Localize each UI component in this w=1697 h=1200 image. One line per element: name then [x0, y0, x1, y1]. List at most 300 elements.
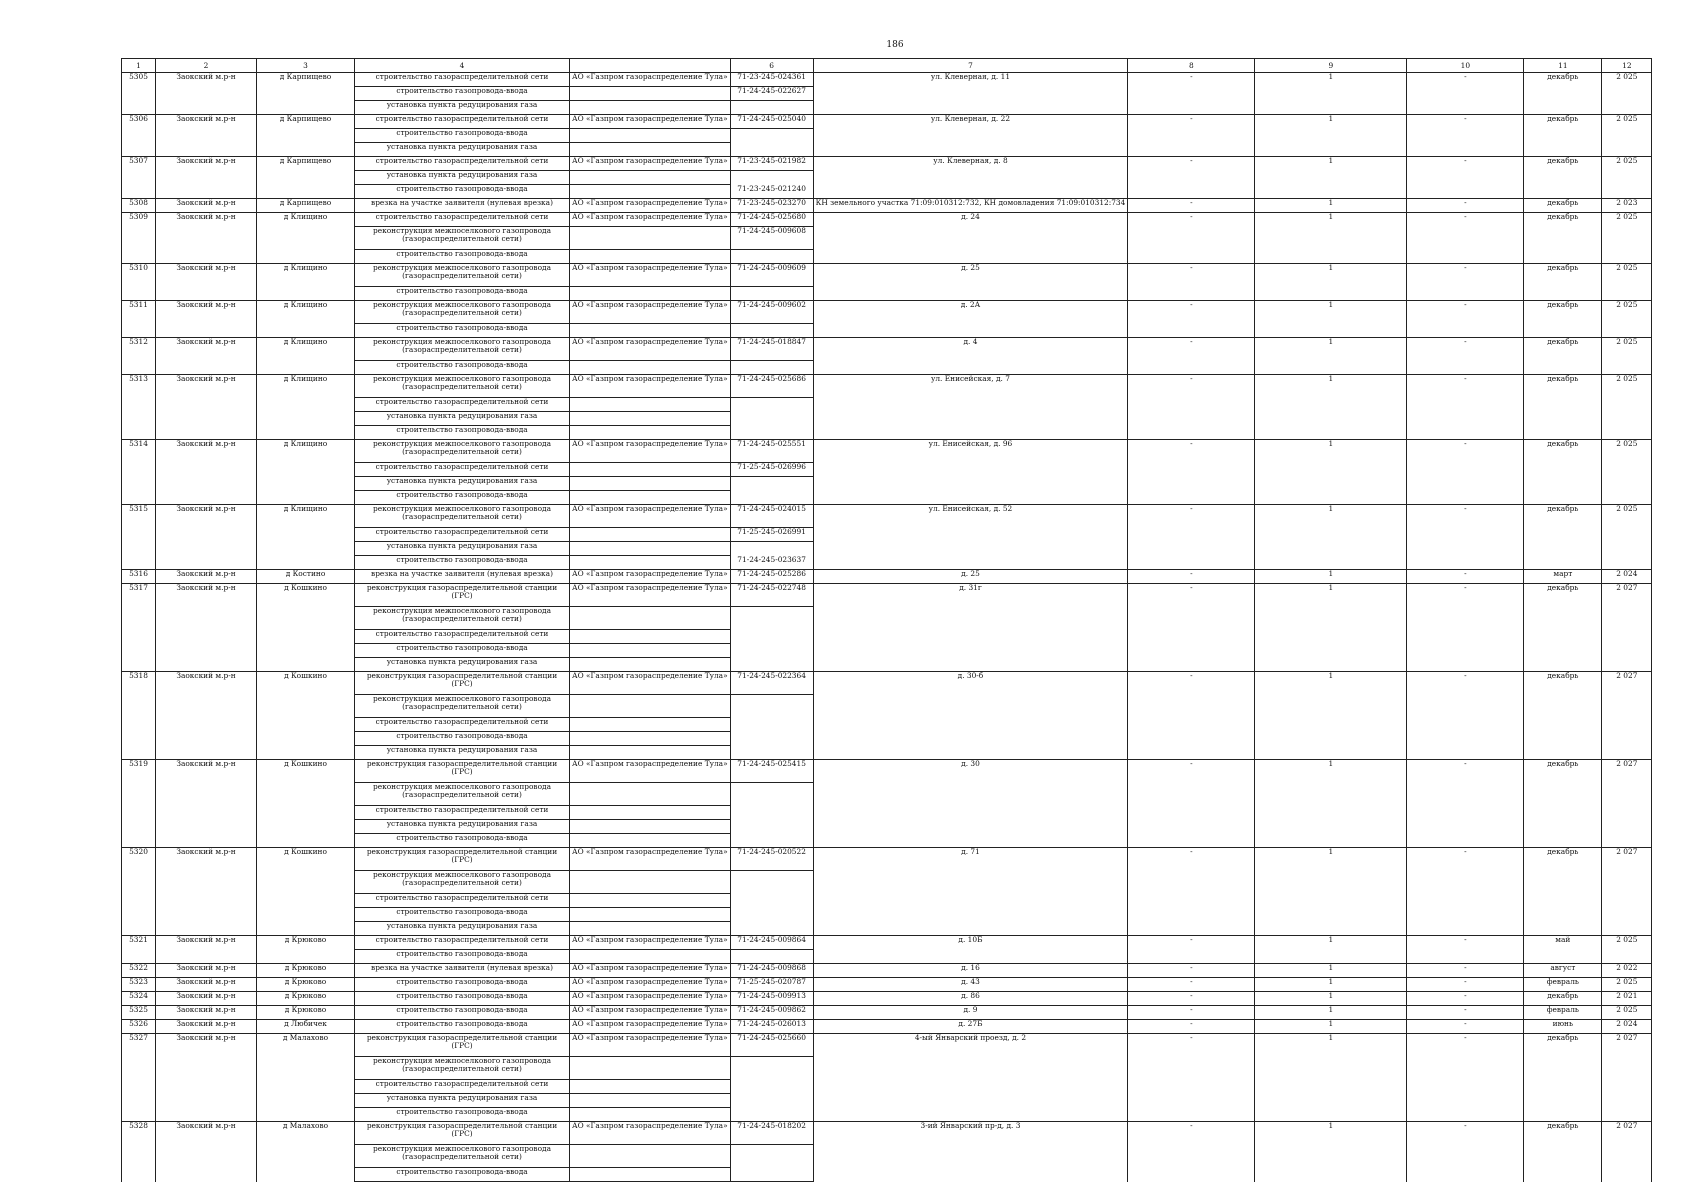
work-type-cell: реконструкция межпоселкового газопровода (газораспределительной сети)	[355, 264, 570, 287]
organization-cell: АО «Газпром газораспределение Тула»	[570, 213, 731, 227]
organization-cell	[570, 185, 731, 199]
record-number: 5307	[122, 157, 156, 199]
work-type-cell: строительство газопровода-ввода	[355, 87, 570, 101]
col10-cell: -	[1407, 1020, 1524, 1034]
object-id-cell	[730, 426, 813, 440]
year-cell: 2 025	[1602, 264, 1652, 301]
col-header-9: 9	[1255, 59, 1407, 73]
col9-cell: 1	[1255, 375, 1407, 440]
district-cell: Заокский м.р-н	[156, 848, 257, 936]
col9-cell: 1	[1255, 73, 1407, 115]
object-id-cell: 71-23-245-023270	[730, 199, 813, 213]
object-id-cell	[730, 658, 813, 672]
district-cell: Заокский м.р-н	[156, 570, 257, 584]
locality-cell: д Любичек	[257, 1020, 355, 1034]
record-number: 5312	[122, 338, 156, 375]
work-type-cell: реконструкция межпоселкового газопровода (газораспределительной сети)	[355, 301, 570, 324]
col10-cell: -	[1407, 584, 1524, 672]
work-type-cell: реконструкция межпоселкового газопровода (газораспределительной сети)	[355, 783, 570, 806]
table-row	[122, 964, 1652, 978]
locality-cell: д Малахово	[257, 1034, 355, 1122]
object-id-cell: 71-24-245-009864	[730, 936, 813, 950]
object-id-cell: 71-24-245-022627	[730, 87, 813, 101]
organization-cell	[570, 412, 731, 426]
object-id-cell	[730, 894, 813, 908]
organization-cell	[570, 1168, 731, 1182]
district-cell: Заокский м.р-н	[156, 301, 257, 338]
col-header-2: 2	[156, 59, 257, 73]
organization-cell	[570, 1145, 731, 1168]
col10-cell: -	[1407, 760, 1524, 848]
record-number: 5306	[122, 115, 156, 157]
organization-cell	[570, 287, 731, 301]
organization-cell: АО «Газпром газораспределение Тула»	[570, 848, 731, 871]
object-id-cell	[730, 1168, 813, 1182]
address-cell: д. 24	[813, 213, 1128, 264]
record-number: 5323	[122, 978, 156, 992]
work-type-cell: установка пункта редуцирования газа	[355, 1094, 570, 1108]
year-cell: 2 025	[1602, 1006, 1652, 1020]
object-id-cell	[730, 412, 813, 426]
record-number: 5309	[122, 213, 156, 264]
district-cell: Заокский м.р-н	[156, 213, 257, 264]
col10-cell: -	[1407, 199, 1524, 213]
record-number: 5315	[122, 505, 156, 570]
work-type-cell: строительство газораспределительной сети	[355, 1080, 570, 1094]
district-cell: Заокский м.р-н	[156, 992, 257, 1006]
col10-cell: -	[1407, 213, 1524, 264]
locality-cell: д Кошкино	[257, 760, 355, 848]
col9-cell: 1	[1255, 760, 1407, 848]
work-type-cell: строительство газопровода-ввода	[355, 250, 570, 264]
object-id-cell	[730, 834, 813, 848]
month-cell: декабрь	[1524, 1034, 1602, 1122]
table-row	[122, 115, 1652, 129]
object-id-cell: 71-24-245-025660	[730, 1034, 813, 1057]
col10-cell: -	[1407, 264, 1524, 301]
col9-cell: 1	[1255, 213, 1407, 264]
col9-cell: 1	[1255, 157, 1407, 199]
object-id-cell: 71-24-245-025286	[730, 570, 813, 584]
organization-cell: АО «Газпром газораспределение Тула»	[570, 505, 731, 528]
address-cell: ул. Клеверная, д. 11	[813, 73, 1128, 115]
work-type-cell: реконструкция газораспределительной станции (ГРС)	[355, 848, 570, 871]
col8-cell: -	[1128, 584, 1255, 672]
address-cell: д. 4	[813, 338, 1128, 375]
address-cell: 3-ий Январский пр-д, д. 3	[813, 1122, 1128, 1182]
organization-cell: АО «Газпром газораспределение Тула»	[570, 672, 731, 695]
locality-cell: д Клищино	[257, 301, 355, 338]
work-type-cell: реконструкция межпоселкового газопровода (газораспределительной сети)	[355, 505, 570, 528]
col9-cell: 1	[1255, 992, 1407, 1006]
col8-cell: -	[1128, 157, 1255, 199]
col10-cell: -	[1407, 440, 1524, 505]
table-row	[122, 848, 1652, 871]
organization-cell	[570, 528, 731, 542]
col10-cell: -	[1407, 964, 1524, 978]
year-cell: 2 025	[1602, 375, 1652, 440]
col8-cell: -	[1128, 936, 1255, 964]
col8-cell: -	[1128, 301, 1255, 338]
organization-cell: АО «Газпром газораспределение Тула»	[570, 338, 731, 361]
work-type-cell: реконструкция межпоселкового газопровода (газораспределительной сети)	[355, 338, 570, 361]
work-type-cell: строительство газораспределительной сети	[355, 936, 570, 950]
organization-cell	[570, 491, 731, 505]
col8-cell: -	[1128, 1034, 1255, 1122]
col9-cell: 1	[1255, 978, 1407, 992]
col8-cell: -	[1128, 760, 1255, 848]
year-cell: 2 027	[1602, 848, 1652, 936]
col8-cell: -	[1128, 338, 1255, 375]
work-type-cell: врезка на участке заявителя (нулевая врезка)	[355, 199, 570, 213]
locality-cell: д Крюково	[257, 978, 355, 992]
organization-cell	[570, 922, 731, 936]
work-type-cell: врезка на участке заявителя (нулевая врезка)	[355, 964, 570, 978]
month-cell: декабрь	[1524, 440, 1602, 505]
address-cell: ул. Енисейская, д. 52	[813, 505, 1128, 570]
work-type-cell: строительство газораспределительной сети	[355, 806, 570, 820]
organization-cell	[570, 250, 731, 264]
record-number: 5310	[122, 264, 156, 301]
object-id-cell	[730, 542, 813, 556]
year-cell: 2 025	[1602, 157, 1652, 199]
address-cell: д. 16	[813, 964, 1128, 978]
object-id-cell	[730, 950, 813, 964]
table-row	[122, 936, 1652, 950]
work-type-cell: установка пункта редуцирования газа	[355, 922, 570, 936]
object-id-cell: 71-24-245-024015	[730, 505, 813, 528]
month-cell: декабрь	[1524, 848, 1602, 936]
object-id-cell: 71-24-245-025040	[730, 115, 813, 129]
organization-cell: АО «Газпром газораспределение Тула»	[570, 199, 731, 213]
object-id-cell	[730, 171, 813, 185]
col10-cell: -	[1407, 73, 1524, 115]
organization-cell: АО «Газпром газораспределение Тула»	[570, 992, 731, 1006]
organization-cell	[570, 820, 731, 834]
organization-cell: АО «Газпром газораспределение Тула»	[570, 301, 731, 324]
organization-cell	[570, 426, 731, 440]
object-id-cell	[730, 1145, 813, 1168]
table-row	[122, 1020, 1652, 1034]
col10-cell: -	[1407, 505, 1524, 570]
col8-cell: -	[1128, 978, 1255, 992]
col-header-5	[570, 59, 731, 73]
work-type-cell: строительство газопровода-ввода	[355, 129, 570, 143]
object-id-cell	[730, 1080, 813, 1094]
work-type-cell: строительство газопровода-ввода	[355, 361, 570, 375]
work-type-cell: строительство газопровода-ввода	[355, 644, 570, 658]
address-cell: ул. Енисейская, д. 7	[813, 375, 1128, 440]
work-type-cell: строительство газопровода-ввода	[355, 950, 570, 964]
record-number: 5317	[122, 584, 156, 672]
work-type-cell: реконструкция межпоселкового газопровода (газораспределительной сети)	[355, 607, 570, 630]
object-id-cell: 71-23-245-021240	[730, 185, 813, 199]
object-id-cell	[730, 695, 813, 718]
table-row	[122, 264, 1652, 287]
work-type-cell: строительство газопровода-ввода	[355, 1020, 570, 1034]
work-type-cell: установка пункта редуцирования газа	[355, 171, 570, 185]
col10-cell: -	[1407, 992, 1524, 1006]
object-id-cell	[730, 806, 813, 820]
table-row	[122, 992, 1652, 1006]
month-cell: декабрь	[1524, 1122, 1602, 1182]
work-type-cell: установка пункта редуцирования газа	[355, 658, 570, 672]
col-header-3: 3	[257, 59, 355, 73]
address-cell: 4-ый Январский проезд, д. 2	[813, 1034, 1128, 1122]
organization-cell	[570, 630, 731, 644]
object-id-cell: 71-23-245-024361	[730, 73, 813, 87]
gasification-register-table	[121, 58, 1652, 1182]
record-number: 5319	[122, 760, 156, 848]
work-type-cell: строительство газопровода-ввода	[355, 978, 570, 992]
col9-cell: 1	[1255, 570, 1407, 584]
object-id-cell: 71-24-245-009609	[730, 264, 813, 287]
col10-cell: -	[1407, 157, 1524, 199]
year-cell: 2 025	[1602, 213, 1652, 264]
organization-cell: АО «Газпром газораспределение Тула»	[570, 936, 731, 950]
address-cell: д. 43	[813, 978, 1128, 992]
col9-cell: 1	[1255, 115, 1407, 157]
work-type-cell: установка пункта редуцирования газа	[355, 820, 570, 834]
work-type-cell: строительство газопровода-ввода	[355, 908, 570, 922]
district-cell: Заокский м.р-н	[156, 115, 257, 157]
work-type-cell: реконструкция межпоселкового газопровода (газораспределительной сети)	[355, 227, 570, 250]
object-id-cell	[730, 477, 813, 491]
year-cell: 2 027	[1602, 1034, 1652, 1122]
organization-cell	[570, 695, 731, 718]
month-cell: декабрь	[1524, 199, 1602, 213]
record-number: 5328	[122, 1122, 156, 1182]
object-id-cell	[730, 644, 813, 658]
month-cell: декабрь	[1524, 375, 1602, 440]
year-cell: 2 021	[1602, 992, 1652, 1006]
col10-cell: -	[1407, 848, 1524, 936]
col9-cell: 1	[1255, 1122, 1407, 1182]
work-type-cell: строительство газопровода-ввода	[355, 1168, 570, 1182]
record-number: 5324	[122, 992, 156, 1006]
work-type-cell: строительство газораспределительной сети	[355, 718, 570, 732]
work-type-cell: реконструкция газораспределительной станции (ГРС)	[355, 1122, 570, 1145]
organization-cell	[570, 171, 731, 185]
organization-cell	[570, 894, 731, 908]
work-type-cell: установка пункта редуцирования газа	[355, 746, 570, 760]
record-number: 5311	[122, 301, 156, 338]
organization-cell: АО «Газпром газораспределение Тула»	[570, 964, 731, 978]
object-id-cell: 71-24-245-009608	[730, 227, 813, 250]
year-cell: 2 027	[1602, 1122, 1652, 1182]
object-id-cell	[730, 398, 813, 412]
organization-cell	[570, 834, 731, 848]
work-type-cell: строительство газораспределительной сети	[355, 528, 570, 542]
table-row	[122, 584, 1652, 607]
locality-cell: д Крюково	[257, 936, 355, 964]
locality-cell: д Кошкино	[257, 672, 355, 760]
work-type-cell: реконструкция межпоселкового газопровода (газораспределительной сети)	[355, 1145, 570, 1168]
month-cell: май	[1524, 936, 1602, 964]
year-cell: 2 025	[1602, 338, 1652, 375]
col8-cell: -	[1128, 992, 1255, 1006]
record-number: 5305	[122, 73, 156, 115]
year-cell: 2 024	[1602, 1020, 1652, 1034]
work-type-cell: установка пункта редуцирования газа	[355, 477, 570, 491]
work-type-cell: строительство газораспределительной сети	[355, 894, 570, 908]
work-type-cell: установка пункта редуцирования газа	[355, 542, 570, 556]
col8-cell: -	[1128, 1006, 1255, 1020]
locality-cell: д Карпищево	[257, 73, 355, 115]
work-type-cell: строительство газопровода-ввода	[355, 287, 570, 301]
locality-cell: д Крюково	[257, 1006, 355, 1020]
col8-cell: -	[1128, 213, 1255, 264]
object-id-cell	[730, 491, 813, 505]
table-row	[122, 505, 1652, 528]
year-cell: 2 027	[1602, 672, 1652, 760]
col-header-8: 8	[1128, 59, 1255, 73]
object-id-cell: 71-24-245-009602	[730, 301, 813, 324]
organization-cell: АО «Газпром газораспределение Тула»	[570, 1020, 731, 1034]
organization-cell: АО «Газпром газораспределение Тула»	[570, 115, 731, 129]
month-cell: декабрь	[1524, 264, 1602, 301]
work-type-cell: строительство газопровода-ввода	[355, 426, 570, 440]
col-header-7: 7	[813, 59, 1128, 73]
col8-cell: -	[1128, 115, 1255, 157]
month-cell: декабрь	[1524, 584, 1602, 672]
organization-cell	[570, 1080, 731, 1094]
locality-cell: д Клищино	[257, 375, 355, 440]
col8-cell: -	[1128, 848, 1255, 936]
locality-cell: д Крюково	[257, 964, 355, 978]
record-number: 5314	[122, 440, 156, 505]
organization-cell	[570, 463, 731, 477]
table-row	[122, 978, 1652, 992]
organization-cell	[570, 607, 731, 630]
organization-cell: АО «Газпром газораспределение Тула»	[570, 1034, 731, 1057]
col8-cell: -	[1128, 199, 1255, 213]
col9-cell: 1	[1255, 440, 1407, 505]
table-row	[122, 157, 1652, 171]
table-body	[122, 73, 1652, 1182]
col8-cell: -	[1128, 440, 1255, 505]
work-type-cell: реконструкция межпоселкового газопровода (газораспределительной сети)	[355, 1057, 570, 1080]
district-cell: Заокский м.р-н	[156, 1122, 257, 1182]
work-type-cell: строительство газораспределительной сети	[355, 73, 570, 87]
col8-cell: -	[1128, 1122, 1255, 1182]
district-cell: Заокский м.р-н	[156, 760, 257, 848]
work-type-cell: реконструкция газораспределительной станции (ГРС)	[355, 1034, 570, 1057]
object-id-cell	[730, 1108, 813, 1122]
table-row	[122, 375, 1652, 398]
address-cell: д. 25	[813, 570, 1128, 584]
col10-cell: -	[1407, 338, 1524, 375]
record-number: 5320	[122, 848, 156, 936]
col-header-11: 11	[1524, 59, 1602, 73]
col9-cell: 1	[1255, 199, 1407, 213]
address-cell: д. 86	[813, 992, 1128, 1006]
address-cell: ул. Клеверная, д. 22	[813, 115, 1128, 157]
col10-cell: -	[1407, 1006, 1524, 1020]
organization-cell	[570, 227, 731, 250]
organization-cell	[570, 398, 731, 412]
district-cell: Заокский м.р-н	[156, 264, 257, 301]
address-cell: д. 2А	[813, 301, 1128, 338]
table-row	[122, 440, 1652, 463]
locality-cell: д Крюково	[257, 992, 355, 1006]
object-id-cell	[730, 820, 813, 834]
col10-cell: -	[1407, 301, 1524, 338]
district-cell: Заокский м.р-н	[156, 375, 257, 440]
table-row	[122, 213, 1652, 227]
work-type-cell: установка пункта редуцирования газа	[355, 143, 570, 157]
year-cell: 2 025	[1602, 301, 1652, 338]
organization-cell	[570, 1108, 731, 1122]
work-type-cell: реконструкция газораспределительной станции (ГРС)	[355, 672, 570, 695]
month-cell: декабрь	[1524, 672, 1602, 760]
object-id-cell	[730, 908, 813, 922]
object-id-cell	[730, 287, 813, 301]
object-id-cell: 71-24-245-025415	[730, 760, 813, 783]
object-id-cell: 71-24-245-023637	[730, 556, 813, 570]
work-type-cell: строительство газопровода-ввода	[355, 1108, 570, 1122]
organization-cell	[570, 129, 731, 143]
record-number: 5308	[122, 199, 156, 213]
locality-cell: д Клищино	[257, 264, 355, 301]
col9-cell: 1	[1255, 301, 1407, 338]
object-id-cell	[730, 361, 813, 375]
work-type-cell: строительство газопровода-ввода	[355, 732, 570, 746]
header-row	[122, 59, 1652, 73]
table-row	[122, 672, 1652, 695]
organization-cell	[570, 783, 731, 806]
organization-cell: АО «Газпром газораспределение Тула»	[570, 157, 731, 171]
locality-cell: д Клищино	[257, 440, 355, 505]
district-cell: Заокский м.р-н	[156, 1020, 257, 1034]
locality-cell: д Карпищево	[257, 157, 355, 199]
district-cell: Заокский м.р-н	[156, 1034, 257, 1122]
organization-cell: АО «Газпром газораспределение Тула»	[570, 440, 731, 463]
month-cell: март	[1524, 570, 1602, 584]
object-id-cell	[730, 143, 813, 157]
page-number: 186	[886, 40, 904, 50]
object-id-cell: 71-25-245-026996	[730, 463, 813, 477]
col9-cell: 1	[1255, 584, 1407, 672]
district-cell: Заокский м.р-н	[156, 584, 257, 672]
address-cell: д. 30-б	[813, 672, 1128, 760]
organization-cell: АО «Газпром газораспределение Тула»	[570, 264, 731, 287]
work-type-cell: строительство газораспределительной сети	[355, 398, 570, 412]
col8-cell: -	[1128, 672, 1255, 760]
col8-cell: -	[1128, 964, 1255, 978]
object-id-cell: 71-24-245-025551	[730, 440, 813, 463]
col9-cell: 1	[1255, 1020, 1407, 1034]
col9-cell: 1	[1255, 1006, 1407, 1020]
object-id-cell: 71-24-245-009913	[730, 992, 813, 1006]
table-row	[122, 570, 1652, 584]
organization-cell	[570, 950, 731, 964]
address-cell: КН земельного участка 71:09:010312:732, КН домовладения 71:09:010312:734	[813, 199, 1128, 213]
table-row	[122, 1122, 1652, 1145]
address-cell: д. 9	[813, 1006, 1128, 1020]
organization-cell	[570, 101, 731, 115]
year-cell: 2 025	[1602, 73, 1652, 115]
col8-cell: -	[1128, 375, 1255, 440]
col9-cell: 1	[1255, 505, 1407, 570]
organization-cell: АО «Газпром газораспределение Тула»	[570, 978, 731, 992]
work-type-cell: строительство газопровода-ввода	[355, 834, 570, 848]
work-type-cell: установка пункта редуцирования газа	[355, 412, 570, 426]
work-type-cell: строительство газораспределительной сети	[355, 630, 570, 644]
district-cell: Заокский м.р-н	[156, 199, 257, 213]
organization-cell	[570, 644, 731, 658]
locality-cell: д Клищино	[257, 505, 355, 570]
